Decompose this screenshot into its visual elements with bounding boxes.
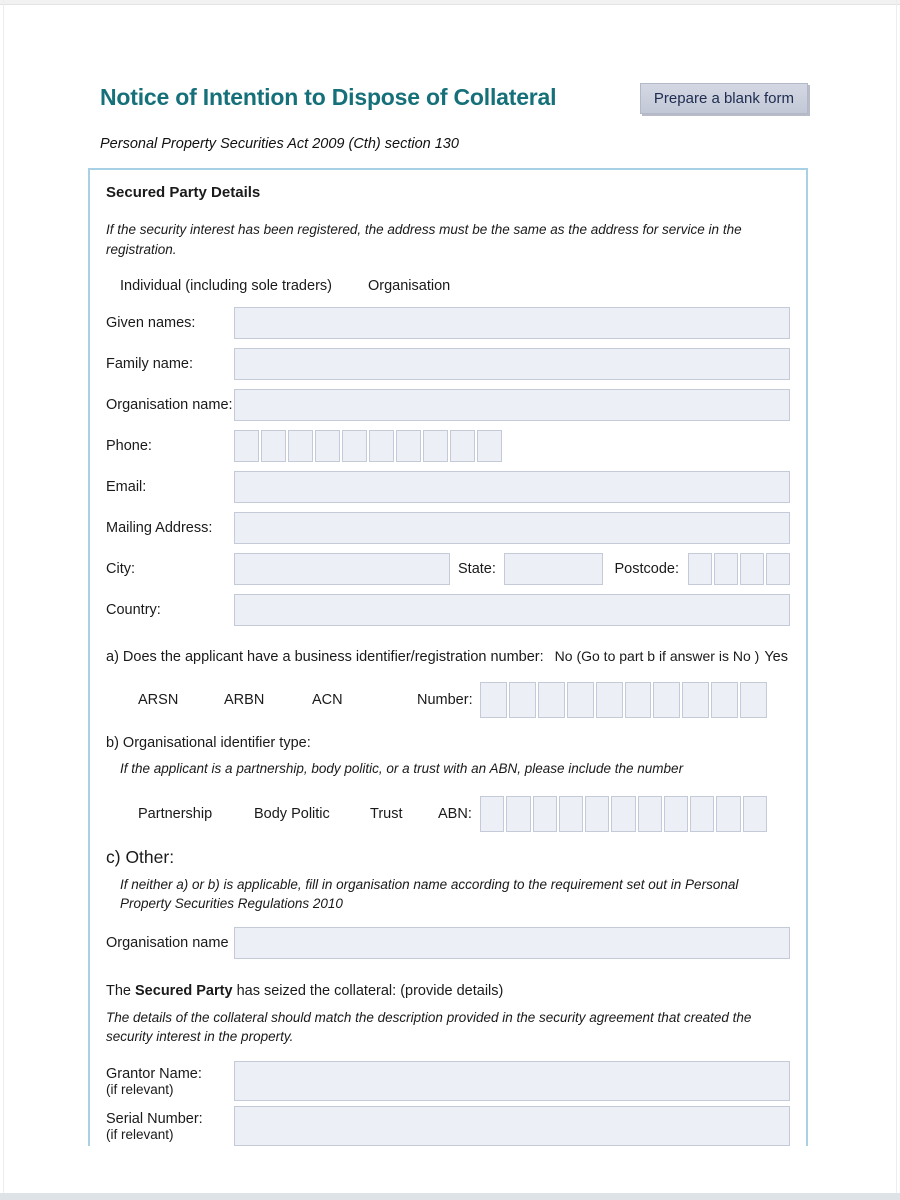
- serial-number-label: Serial Number: (if relevant): [106, 1106, 234, 1142]
- serial-number-input[interactable]: [234, 1106, 790, 1146]
- segment-cell: [682, 682, 709, 718]
- act-reference: Personal Property Securities Act 2009 (Cth) section 130: [100, 136, 459, 152]
- segment-cell: [690, 796, 714, 832]
- postcode-input[interactable]: [688, 553, 790, 585]
- option-yes[interactable]: Yes: [764, 649, 788, 666]
- city-input[interactable]: [234, 553, 450, 585]
- segment-cell: [611, 796, 635, 832]
- segment-cell: [423, 430, 448, 462]
- given-names-input[interactable]: [234, 307, 790, 339]
- segment-cell: [477, 430, 502, 462]
- email-input[interactable]: [234, 471, 790, 503]
- option-partnership[interactable]: Partnership: [138, 805, 213, 822]
- mailing-address-label: Mailing Address:: [106, 520, 213, 537]
- grantor-name-input[interactable]: [234, 1061, 790, 1101]
- part-c-note: If neither a) or b) is applicable, fill in organisation name according to the requirement set out in Personal Property Securities Regulations 2010: [120, 876, 739, 912]
- secured-party-bold: Secured Party: [135, 982, 233, 999]
- family-name-label: Family name:: [106, 356, 194, 373]
- serial-if-relevant: (if relevant): [106, 1126, 174, 1142]
- abn-input[interactable]: [480, 796, 767, 832]
- other-organisation-name-label: Organisation name: [106, 934, 229, 951]
- segment-cell: [638, 796, 662, 832]
- segment-cell: [664, 796, 688, 832]
- part-c-heading: c) Other:: [106, 846, 175, 867]
- segment-cell: [261, 430, 286, 462]
- segment-cell: [766, 553, 790, 585]
- number-label: Number:: [417, 692, 473, 709]
- option-arbn[interactable]: ARBN: [224, 692, 265, 709]
- segment-cell: [653, 682, 680, 718]
- section-note: If the security interest has been registered, the address must be the same as the address for service in the registration.: [106, 222, 742, 257]
- segment-cell: [716, 796, 740, 832]
- page-edge-bottom: [0, 1193, 900, 1200]
- option-arsn[interactable]: ARSN: [138, 692, 179, 709]
- organisation-name-input[interactable]: [234, 389, 790, 421]
- segment-cell: [585, 796, 609, 832]
- segment-cell: [538, 682, 565, 718]
- page-edge-left: [3, 0, 4, 1200]
- other-organisation-name-input[interactable]: [234, 927, 790, 959]
- segment-cell: [315, 430, 340, 462]
- mailing-address-input[interactable]: [234, 512, 790, 544]
- phone-label: Phone:: [106, 438, 152, 455]
- country-input[interactable]: [234, 594, 790, 626]
- option-organisation[interactable]: Organisation: [367, 278, 451, 295]
- segment-cell: [234, 430, 259, 462]
- option-acn[interactable]: ACN: [312, 692, 343, 709]
- segment-cell: [625, 682, 652, 718]
- option-individual[interactable]: Individual (including sole traders): [120, 278, 332, 295]
- segment-cell: [288, 430, 313, 462]
- postcode-label: Postcode:: [614, 561, 679, 578]
- city-label: City:: [106, 561, 135, 578]
- segment-cell: [509, 682, 536, 718]
- option-no[interactable]: No (Go to part b if answer is No ): [554, 648, 760, 665]
- seized-statement: The Secured Party has seized the collateral: (provide details): [106, 982, 504, 999]
- segment-cell: [711, 682, 738, 718]
- option-body-politic[interactable]: Body Politic: [254, 805, 330, 822]
- segment-cell: [480, 796, 504, 832]
- option-trust[interactable]: Trust: [370, 805, 403, 822]
- country-label: Country:: [106, 602, 161, 619]
- state-label: State:: [458, 561, 496, 578]
- given-names-label: Given names:: [106, 315, 196, 332]
- segment-cell: [567, 682, 594, 718]
- page-edge-right: [896, 0, 897, 1200]
- email-label: Email:: [106, 479, 147, 496]
- segment-cell: [342, 430, 367, 462]
- state-input[interactable]: [504, 553, 603, 585]
- segment-cell: [450, 430, 475, 462]
- segment-cell: [596, 682, 623, 718]
- phone-input[interactable]: [234, 430, 502, 462]
- segment-cell: [369, 430, 394, 462]
- segment-cell: [740, 553, 764, 585]
- part-a-question: a) Does the applicant have a business identifier/registration number:: [106, 649, 544, 666]
- part-b-heading: b) Organisational identifier type:: [106, 735, 311, 752]
- grantor-if-relevant: (if relevant): [106, 1081, 174, 1097]
- grantor-name-label: Grantor Name: (if relevant): [106, 1061, 234, 1097]
- segment-cell: [396, 430, 421, 462]
- abn-label: ABN:: [438, 805, 472, 822]
- segment-cell: [506, 796, 530, 832]
- section-heading: Secured Party Details: [106, 184, 261, 201]
- organisation-name-label: Organisation name:: [106, 397, 233, 414]
- seized-note: The details of the collateral should match the description provided in the security agreement that created the security interest in the property.: [106, 1009, 752, 1045]
- segment-cell: [714, 553, 738, 585]
- family-name-input[interactable]: [234, 348, 790, 380]
- prepare-blank-form-button[interactable]: Prepare a blank form: [640, 83, 808, 114]
- segment-cell: [480, 682, 507, 718]
- number-input[interactable]: [480, 682, 767, 718]
- page-title: Notice of Intention to Dispose of Collateral: [100, 84, 557, 110]
- segment-cell: [559, 796, 583, 832]
- segment-cell: [740, 682, 767, 718]
- segment-cell: [688, 553, 712, 585]
- part-b-note: If the applicant is a partnership, body politic, or a trust with an ABN, please include the number: [120, 761, 684, 777]
- segment-cell: [533, 796, 557, 832]
- secured-party-details-box: [88, 168, 808, 1146]
- segment-cell: [743, 796, 767, 832]
